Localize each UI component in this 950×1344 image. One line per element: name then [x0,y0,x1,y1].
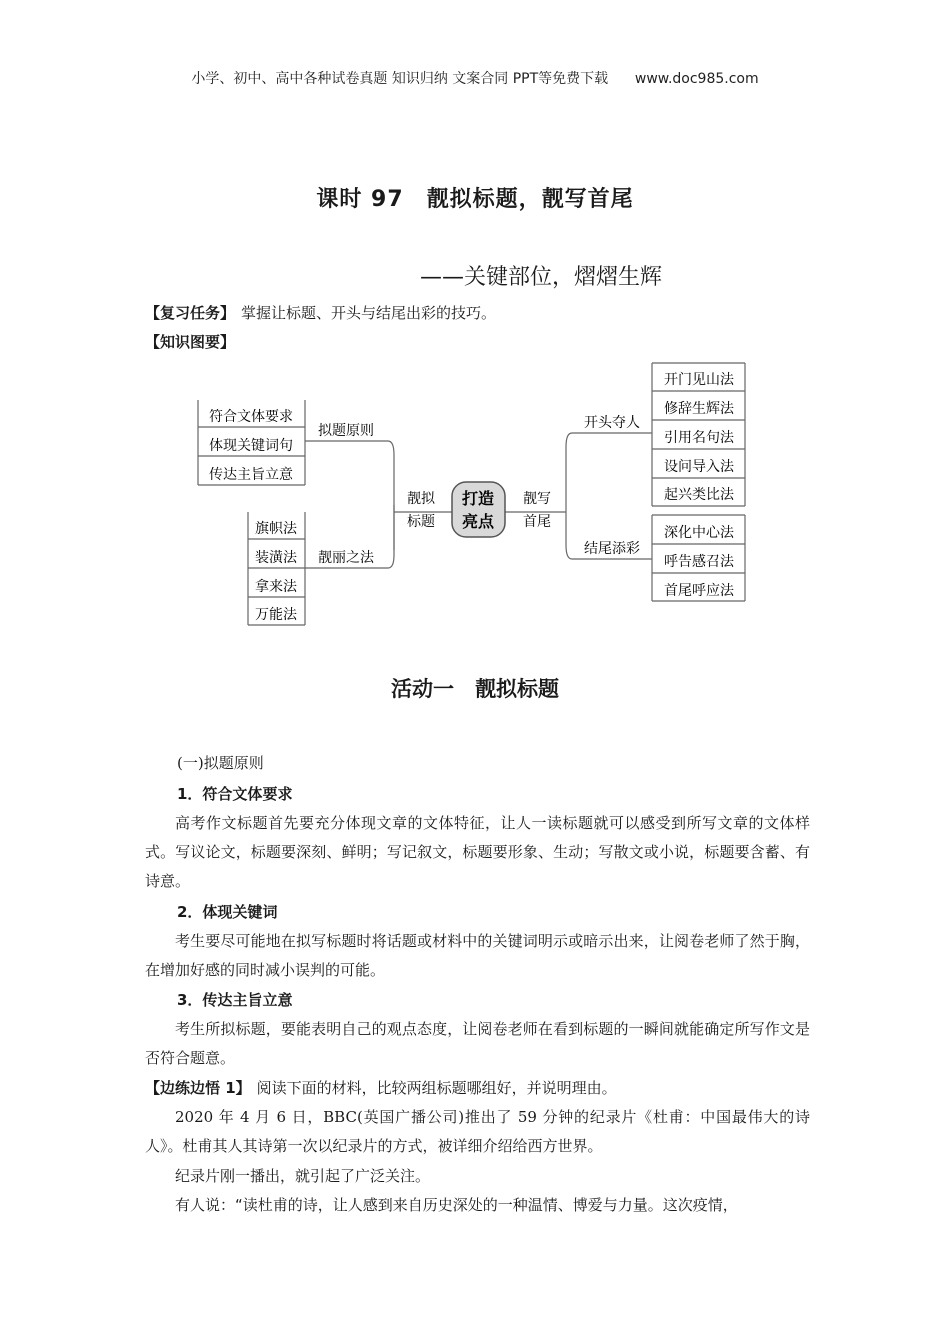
opening-item: 起兴类比法 [664,487,734,503]
left-branch-line2: 标题 [407,514,435,530]
knowledge-map-label: 【知识图要】 [145,333,236,351]
review-text: 掌握让标题、开头与结尾出彩的技巧。 [241,304,497,322]
method-item: 旗帜法 [255,521,297,537]
ending-item: 深化中心法 [664,525,734,541]
method-item: 装潢法 [255,550,297,566]
header-text: 小学、初中、高中各种试卷真题 知识归纳 文案合同 PPT等免费下载 [191,71,609,87]
lesson-subtitle: ——关键部位，熠熠生辉 [420,265,663,290]
header-site[interactable]: www.doc985.com [634,71,759,87]
activity-heading: 活动一 靓拟标题 [391,677,559,701]
methods-node: 靓丽之法 [318,550,374,566]
ending-item: 呼告感召法 [664,554,734,570]
material-paragraph: 有人说：“读杜甫的诗，让人感到来自历史深处的一种温情、博爱与力量。这次疫情， [175,1196,738,1214]
left-branch-line1: 靓拟 [407,491,435,507]
page-header [0,68,950,88]
opening-item: 开门见山法 [664,372,734,388]
method-item: 拿来法 [255,579,297,595]
review-label: 【复习任务】 [145,304,236,322]
material-paragraph: 纪录片刚一播出，就引起了广泛关注。 [175,1167,431,1185]
principle-item: 体现关键词句 [209,438,293,454]
practice-text: 阅读下面的材料，比较两组标题哪组好，并说明理由。 [256,1079,617,1097]
method-item: 万能法 [255,607,297,623]
material-paragraph: 2020 年 4 月 6 日，BBC(英国广播公司)推出了 59 分钟的纪录片《杜甫：中国最伟大的诗人》。杜甫其人其诗第一次以纪录片的方式，被详细介绍给西方世界。 [145,1108,810,1155]
principle-item: 传达主旨立意 [209,467,293,483]
item1-text: 高考作文标题首先要充分体现文章的文体特征，让人一读标题就可以感受到所写文章的文体样式。写议论文，标题要深刻、鲜明；写记叙文，标题要形象、生动；写散文或小说，标题要含蓄、有诗意。 [145,814,810,890]
center-line2: 亮点 [461,512,495,531]
item2-title: 2．体现关键词 [177,903,278,921]
opening-item: 设问导入法 [664,459,734,475]
section-heading: (一)拟题原则 [177,754,264,772]
lesson-title: 课时 97 靓拟标题，靓写首尾 [316,187,634,212]
item2-text: 考生要尽可能地在拟写标题时将话题或材料中的关键词明示或暗示出来，让阅卷老师了然于胸，在增加好感的同时减小误判的可能。 [145,932,810,979]
ending-node: 结尾添彩 [584,541,640,557]
review-task [145,302,496,323]
ending-item: 首尾呼应法 [664,583,734,599]
center-line1: 打造 [461,489,495,508]
practice-label: 【边练边悟 1】 [145,1079,251,1097]
practice-prompt [145,1077,617,1098]
principles-node: 拟题原则 [318,423,374,439]
item3-text: 考生所拟标题，要能表明自己的观点态度，让阅卷老师在看到标题的一瞬间就能确定所写作文是否符合题意。 [145,1020,810,1067]
item3-title: 3．传达主旨立意 [177,991,293,1009]
opening-item: 修辞生辉法 [664,401,734,417]
right-branch-line1: 靓写 [523,491,551,507]
knowledge-mindmap [0,355,950,635]
item1-title: 1．符合文体要求 [177,785,293,803]
principle-item: 符合文体要求 [209,409,293,425]
opening-item: 引用名句法 [664,430,734,446]
right-branch-line2: 首尾 [523,514,551,530]
opening-node: 开头夺人 [584,415,640,431]
